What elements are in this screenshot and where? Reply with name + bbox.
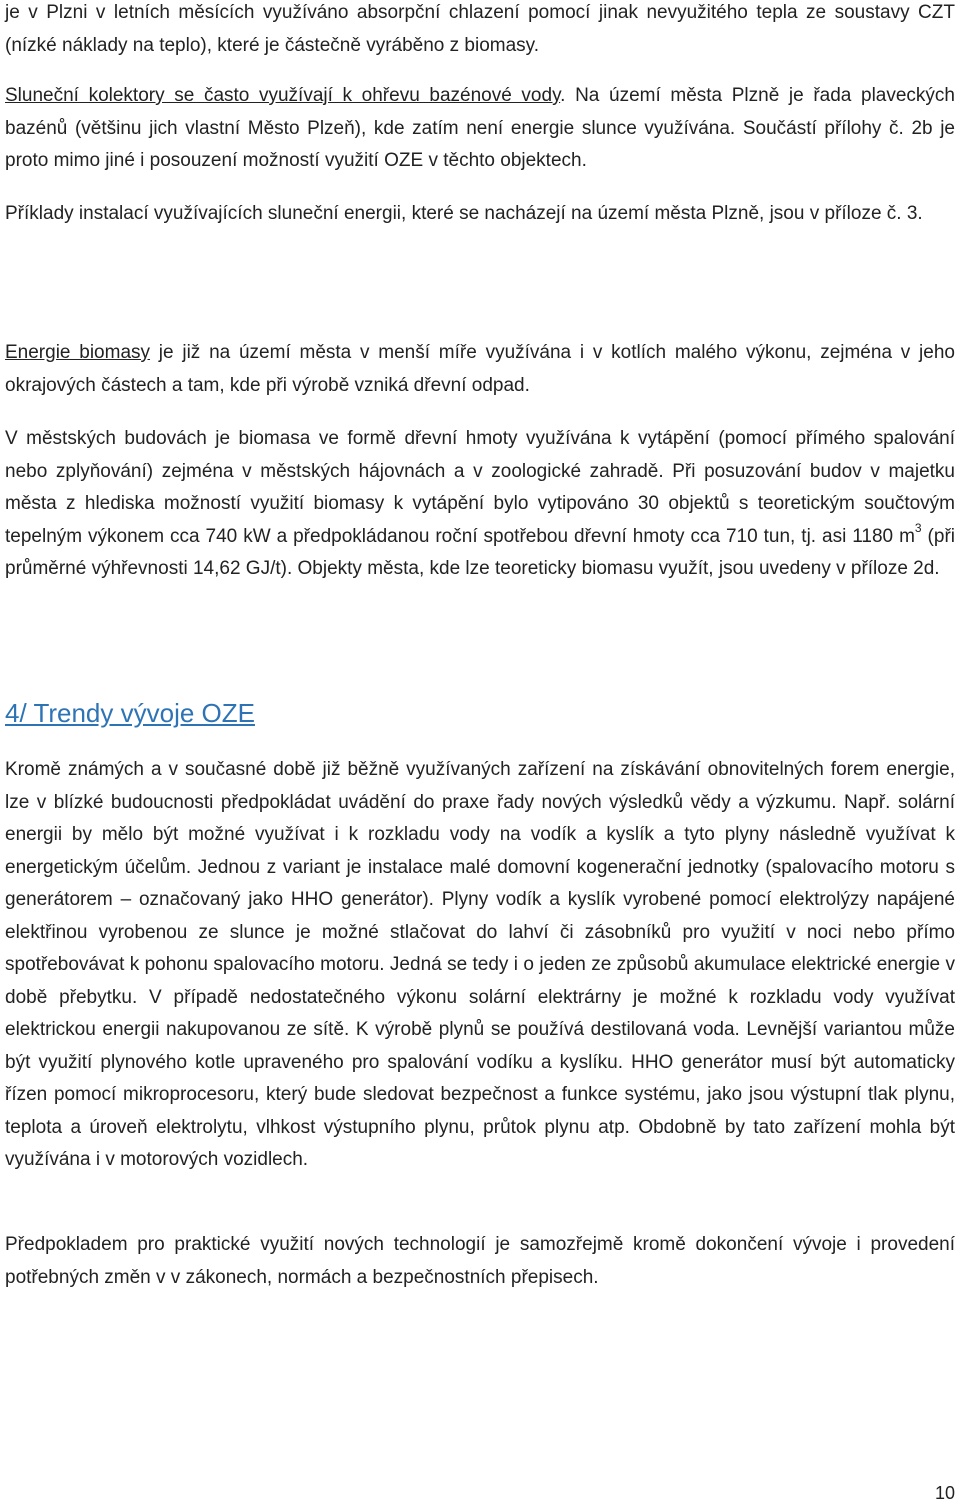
- paragraph-solar-examples: Příklady instalací využívajících sluneční energii, které se nacházejí na území města Plzně, jsou v příloze č. 3.: [5, 203, 923, 224]
- biomass-energy-link[interactable]: Energie biomasy: [5, 342, 151, 363]
- solar-collectors-link[interactable]: Sluneční kolektory se často využívají k ohřevu bazénové vody: [5, 85, 561, 106]
- paragraph-city-buildings-biomass: V městských budovách je biomasa ve formě dřevní hmoty využívána k vytápění (pomocí přímého spalování nebo zplyňování) zejména v městských hájovnách a v zoologické zahradě. Při posuzování budov v majetku města z hlediska možností využití biomasy k vytápění bylo vytipováno 30 objektů s teoretickým součtovým tepelným výkonem cca 740 kW a předpokládanou roční spotřebou dřevní hmoty cca 710 tun, tj. asi 1180 $m^3$ (při průměrné výhřevnosti 14,62 GJ/t). Objekty města, kde lze teoreticky biomasu využít, jsou uvedeny v příloze 2d.: [5, 428, 955, 579]
- page-number: 10: [934, 1483, 955, 1503]
- cubic-superscript: 3: [914, 521, 922, 536]
- paragraph-solar-collectors: Sluneční kolektory se často využívají k ohřevu bazénové vody. Na území města Plzně je řada plaveckých bazénů (většinu jich vlastní Město Plzeň), kde zatím není energie slunce využívána. Součástí přílohy č. 2b je proto mimo jiné i posouzení možností využití OZE v těchto objektech.: [5, 85, 955, 171]
- section-heading: 4/ Trendy vývoje OZE: [5, 698, 255, 728]
- paragraph-prerequisites: Předpokladem pro praktické využití nových technologií je samozřejmě kromě dokončení vývoje i provedení potřebných změn v v zákonech, normách a bezpečnostních přepisech.: [5, 1234, 955, 1288]
- paragraph-absorption-cooling: je v Plzni v letních měsících využíváno absorpční chlazení pomocí jinak nevyužitého tepla ze soustavy CZT (nízké náklady na teplo), které je částečně vyráběno z biomasy.: [5, 2, 955, 56]
- paragraph-trends: Kromě známých a v současné době již běžně využívaných zařízení na získávání obnovitelných forem energie, lze v blízké budoucnosti předpokládat uvádění do praxe řady nových výsledků vědy a výzkumu. Např. solární energii by mělo být možné využívat i k rozkladu vody na vodík a kyslík a tyto plyny následně využívat k energetickým účelům. Jednou z variant je instalace malé domovní kogenerační jednotky (spalovacího motoru s generátorem – označovaný jako HHO generátor). Plyny vodík a kyslík vyrobené pomocí elektrolýzy napájené elektřinou vyrobenou ze slunce je možné stlačovat do lahví či zásobníků pro využití v noci nebo přímo spotřebovávat k pohonu spalovacího motoru. Jedná se tedy i o jeden ze způsobů akumulace elektrické energie v době přebytku. V případě nedostatečného výkonu solární elektrárny je možné k rozkladu vody využívat elektrickou energii nakupovanou ze sítě. K výrobě plynů se používá destilovaná voda. Levnější variantou může být využití plynového kotle upraveného pro spalování vodíku a kyslíku. HHO generátor musí být automaticky řízen pomocí mikroprocesoru, který bude sledovat bezpečnost a funkce systému, jako jsou výstupní tlak plynu, teplota a úroveň elektrolytu, vlhkost výstupního plynu, průtok plynu atp. Obdobně by tato zařízení mohla být využívána i v motorových vozidlech.: [5, 759, 955, 1170]
- paragraph-biomass-energy: Energie biomasy je již na území města v menší míře využívána i v kotlích malého výkonu, zejména v jeho okrajových částech a tam, kde při výrobě vzniká dřevní odpad.: [5, 342, 955, 396]
